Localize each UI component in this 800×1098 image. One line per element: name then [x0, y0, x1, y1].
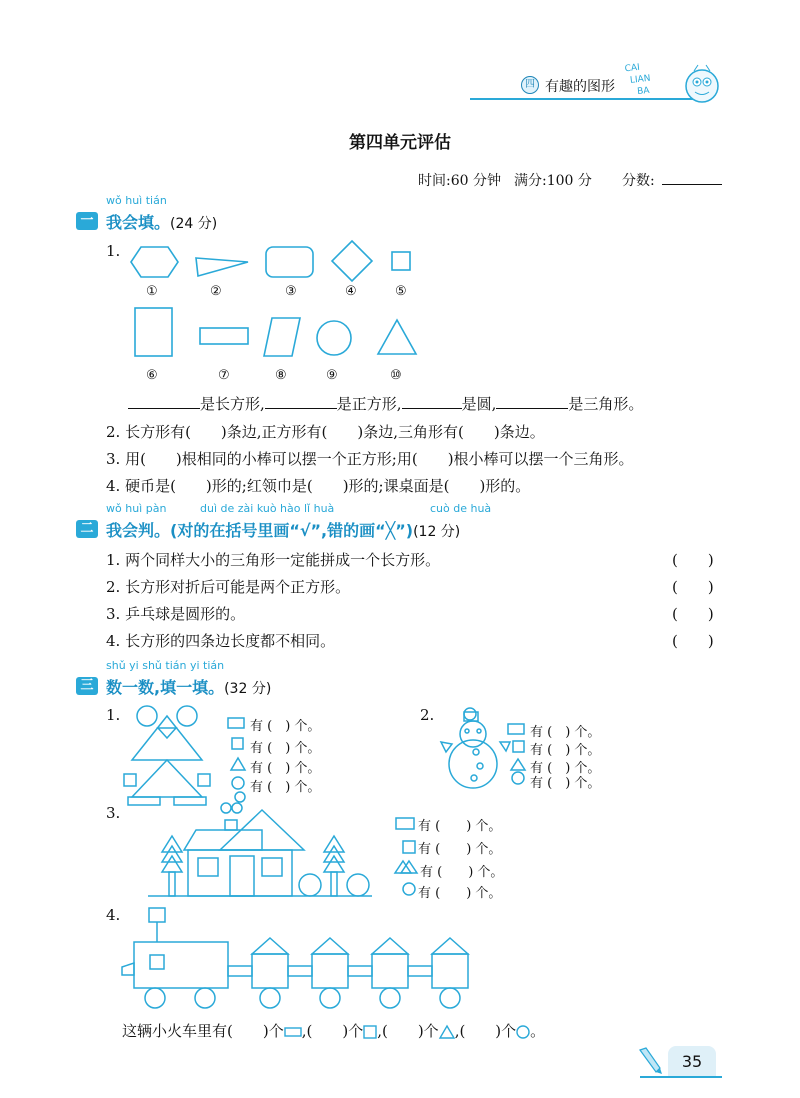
shape-label-9: ⑨: [326, 368, 338, 383]
s3-q2-number: 2.: [420, 706, 435, 724]
square-icon: [363, 1025, 377, 1039]
judge-item-3: 3. 乒乓球是圆形的。: [106, 605, 246, 623]
judge-answer-2[interactable]: ( ): [672, 578, 714, 596]
section3-pinyin: shǔ yi shǔ tián yi tián: [106, 659, 225, 672]
judge-item-1: 1. 两个同样大小的三角形一定能拼成一个长方形。: [106, 551, 441, 569]
s3-q1-number: 1.: [106, 706, 121, 724]
judge-answer-3[interactable]: ( ): [672, 605, 714, 623]
q2-figure: [441, 708, 510, 788]
shape-label-10: ⑩: [390, 368, 402, 383]
q4-text: 4. 硬币是( )形的;红领巾是( )形的;课桌面是( )形的。: [106, 477, 531, 495]
section1-pinyin: wǒ huì tián: [106, 194, 167, 207]
pencil-icon: [636, 1046, 664, 1076]
q3-figure: [148, 792, 372, 896]
rect-icon: [284, 1027, 302, 1037]
mascot-lettering: CAI LIAN BA: [624, 62, 652, 98]
triangle-icon: [439, 1025, 455, 1039]
judge-answer-1[interactable]: ( ): [672, 551, 714, 569]
q2-count-circle[interactable]: 有 ( ) 个。: [530, 776, 601, 791]
q1-count-rect[interactable]: 有 ( ) 个。: [250, 719, 321, 734]
full-score-label: 满分:100 分: [514, 173, 592, 189]
q1-count-circle[interactable]: 有 ( ) 个。: [250, 780, 321, 795]
chapter-title: 有趣的图形: [545, 79, 615, 95]
shape-label-3: ③: [285, 284, 297, 299]
q2-count-triangle[interactable]: 有 ( ) 个。: [530, 761, 601, 776]
shape-label-6: ⑥: [146, 368, 158, 383]
q3-text: 3. 用( )根相同的小棒可以摆一个正方形;用( )根小棒可以摆一个三角形。: [106, 450, 634, 468]
shape-label-7: ⑦: [218, 368, 230, 383]
shape-label-2: ②: [210, 284, 222, 299]
page-title: 第四单元评估: [349, 133, 451, 153]
q1-number: 1.: [106, 242, 121, 260]
section2-title: 我会判。(对的在括号里画“√”,错的画“╳”)(12 分): [106, 521, 461, 540]
q3-count-triangle[interactable]: 有 ( ) 个。: [420, 865, 504, 880]
section2-badge: 二: [76, 520, 98, 538]
section1-badge: 一: [76, 212, 98, 230]
shape-label-5: ⑤: [395, 284, 407, 299]
q2-count-square[interactable]: 有 ( ) 个。: [530, 743, 601, 758]
shape-label-1: ①: [146, 284, 158, 299]
shape-label-4: ④: [345, 284, 357, 299]
judge-answer-4[interactable]: ( ): [672, 632, 714, 650]
q4-figure: [122, 908, 468, 1008]
train-sentence: 这辆小火车里有( )个 ,( )个 ,( )个 ,( )个 。: [122, 1022, 546, 1040]
footer-rule: [640, 1076, 722, 1078]
q1-count-square[interactable]: 有 ( ) 个。: [250, 741, 321, 756]
q3-count-rect[interactable]: 有 ( ) 个。: [418, 819, 502, 834]
shape-label-8: ⑧: [275, 368, 287, 383]
judge-item-4: 4. 长方形的四条边长度都不相同。: [106, 632, 336, 650]
q2-text: 2. 长方形有( )条边,正方形有( )条边,三角形有( )条边。: [106, 423, 545, 441]
judge-item-2: 2. 长方形对折后可能是两个正方形。: [106, 578, 351, 596]
section3-title: 数一数,填一填。(32 分): [106, 678, 272, 697]
score-label: 分数:: [622, 173, 655, 189]
chapter-number-badge: 四: [521, 76, 539, 94]
q1-answer-line: 是长方形, 是正方形, 是圆, 是三角形。: [128, 393, 643, 414]
section3-badge: 三: [76, 677, 98, 695]
section2-pinyin-3: cuò de huà: [430, 502, 492, 515]
section2-pinyin-1: wǒ huì pàn: [106, 502, 167, 515]
section1-title: 我会填。(24 分): [106, 213, 218, 232]
s3-q3-number: 3.: [106, 804, 121, 822]
q1-count-triangle[interactable]: 有 ( ) 个。: [250, 761, 321, 776]
section2-pinyin-2: duì de zài kuò hào lǐ huà: [200, 502, 335, 515]
q2-count-rect[interactable]: 有 ( ) 个。: [530, 725, 601, 740]
q1-figure: [124, 706, 210, 805]
q3-count-square[interactable]: 有 ( ) 个。: [418, 842, 502, 857]
time-label: 时间:60 分钟: [418, 173, 501, 189]
q3-count-circle[interactable]: 有 ( ) 个。: [418, 886, 502, 901]
circle-icon: [516, 1025, 530, 1039]
page-number: 35: [681, 1052, 703, 1071]
s3-q4-number: 4.: [106, 906, 121, 924]
